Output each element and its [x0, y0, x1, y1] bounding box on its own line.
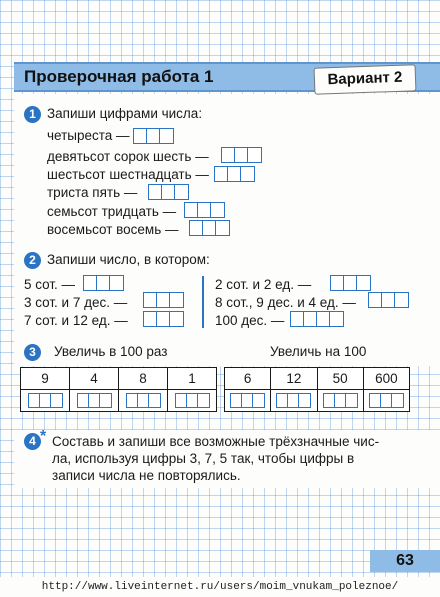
task1-item-label: девятьсот сорок шесть — — [47, 149, 209, 164]
table-cell-value: 4 — [70, 368, 119, 390]
task3-label-add: Увеличь на 100 — [270, 344, 367, 359]
answer-boxes[interactable] — [290, 311, 344, 327]
table-cell-value: 9 — [21, 368, 70, 390]
task1-item-label: четыреста — — [47, 128, 130, 143]
table-answer-cell[interactable] — [317, 390, 363, 412]
page-number: 63 — [370, 550, 440, 572]
task4-line: записи числа не повторялись. — [52, 468, 241, 483]
table-answer-cell[interactable] — [119, 390, 168, 412]
table-answer-cell[interactable] — [363, 390, 409, 412]
task4-line: ла, используя цифры 3, 7, 5 так, чтобы цифры в — [52, 451, 355, 466]
variant-label: Вариант 2 — [314, 64, 417, 95]
task2-left-label: 3 сот. и 7 дес. — — [24, 295, 128, 310]
task2-left-label: 7 сот. и 12 ед. — — [24, 313, 128, 328]
answer-boxes[interactable] — [148, 184, 189, 200]
task1-item-label: триста пять — — [47, 185, 138, 200]
task2-right-label: 100 дес. — — [215, 313, 285, 328]
table-answer-cell[interactable] — [70, 390, 119, 412]
task2-right-label: 2 сот. и 2 ед. — — [215, 277, 312, 292]
table-cell-value: 12 — [271, 368, 317, 390]
answer-boxes[interactable] — [184, 202, 225, 218]
table-answer-cell[interactable] — [225, 390, 271, 412]
page-title: Проверочная работа 1 — [24, 67, 214, 86]
task2-right-label: 8 сот., 9 дес. и 4 ед. — — [215, 295, 356, 310]
answer-boxes[interactable] — [330, 275, 371, 291]
answer-boxes[interactable] — [133, 128, 174, 144]
task1-prompt: Запиши цифрами числа: — [47, 106, 203, 121]
task4-number-badge: 4 — [24, 433, 41, 450]
task4-line: Составь и запиши все возможные трёхзначные чис- — [52, 434, 380, 449]
task2-left-label: 5 сот. — — [24, 277, 76, 292]
table-answer-cell[interactable] — [271, 390, 317, 412]
task1-number-badge: 1 — [24, 106, 41, 123]
task1-item-label: восемьсот восемь — — [47, 222, 179, 237]
answer-boxes[interactable] — [143, 292, 184, 308]
table-cell-value: 1 — [168, 368, 217, 390]
table-cell-value: 8 — [119, 368, 168, 390]
multiply-table — [20, 367, 217, 412]
table-answer-cell[interactable] — [168, 390, 217, 412]
table-cell-value: 6 — [225, 368, 271, 390]
column-divider — [202, 276, 204, 328]
task1-item-label: шестьсот шестнадцать — — [47, 167, 209, 182]
answer-boxes[interactable] — [221, 147, 262, 163]
table-cell-value: 600 — [363, 368, 409, 390]
table-cell-value: 50 — [317, 368, 363, 390]
task3-number-badge: 3 — [24, 344, 41, 361]
answer-boxes[interactable] — [83, 275, 124, 291]
task3-label-multiply: Увеличь в 100 раз — [54, 344, 168, 359]
add-table — [224, 367, 410, 412]
table-answer-cell[interactable] — [21, 390, 70, 412]
task2-number-badge: 2 — [24, 252, 41, 269]
answer-boxes[interactable] — [214, 166, 255, 182]
answer-boxes[interactable] — [368, 292, 409, 308]
task4-star: * — [40, 428, 47, 445]
task2-prompt: Запиши число, в котором: — [47, 252, 210, 267]
source-url: http://www.liveinternet.ru/users/moim_vnukam_poleznoe/ — [0, 577, 440, 597]
answer-boxes[interactable] — [143, 311, 184, 327]
task1-item-label: семьсот тридцать — — [47, 204, 177, 219]
answer-boxes[interactable] — [189, 220, 230, 236]
